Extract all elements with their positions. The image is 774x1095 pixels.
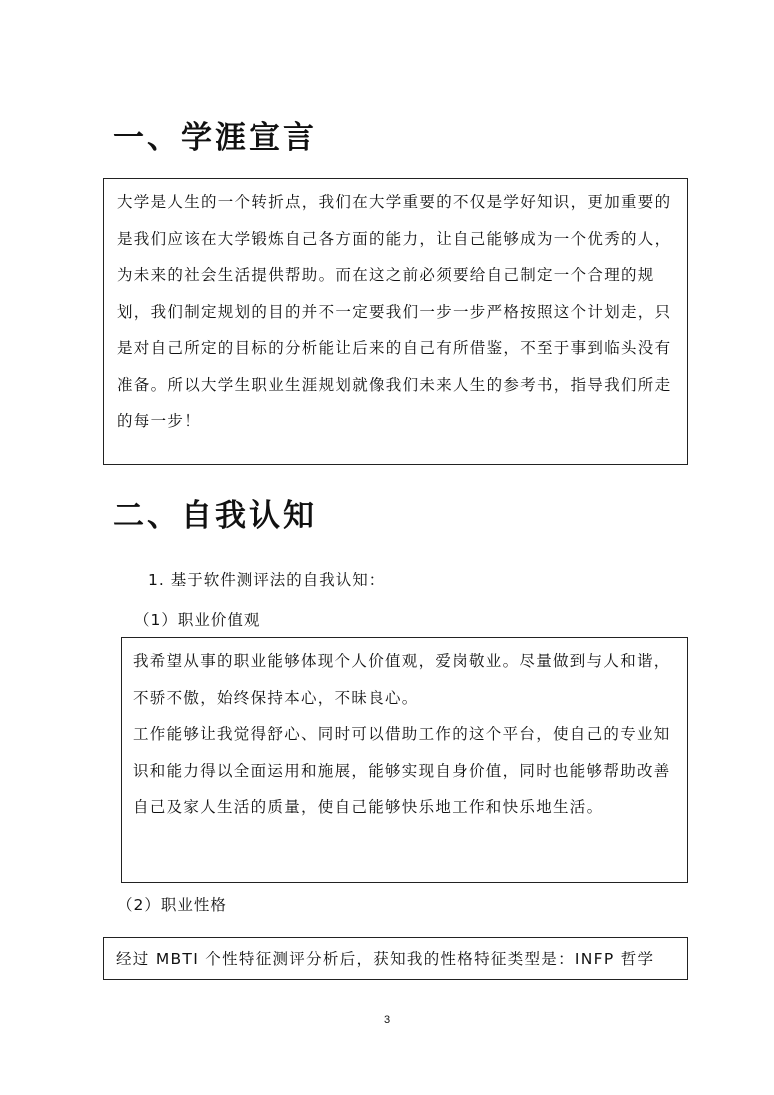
career-values-box (121, 637, 688, 883)
item-label-career-personality: （2）职业性格 (117, 896, 227, 914)
page-number: 3 (383, 1014, 391, 1026)
section-title-career-declaration: 一、学涯宣言 (113, 120, 317, 156)
item-label-career-values: （1）职业价值观 (134, 611, 261, 629)
declaration-box (103, 178, 688, 465)
career-values-paragraph-2: 工作能够让我觉得舒心、同时可以借助工作的这个平台，使自己的专业知识和能力得以全面运用和施展，能够实现自身价值，同时也能够帮助改善自己及家人生活的质量，使自己能够快乐地工作和快乐地生活。 (133, 725, 671, 816)
declaration-paragraph: 大学是人生的一个转折点，我们在大学重要的不仅是学好知识，更加重要的是我们应该在大学锻炼自己各方面的能力，让自己能够成为一个优秀的人，为未来的社会生活提供帮助。而在这之前必须要给自己制定一个合理的规划，我们制定规划的目的并不一定要我们一步一步严格按照这个计划走，只是对自己所定的目标的分析能让后来的自己有所借鉴，不至于事到临头没有准备。所以大学生职业生涯规划就像我们未来人生的参考书，指导我们所走的每一步！ (117, 193, 672, 430)
personality-text: 经过 MBTI 个性特征测评分析后，获知我的性格特征类型是：INFP 哲学 (116, 950, 655, 968)
personality-box (103, 937, 688, 980)
section-title-self-awareness: 二、自我认知 (113, 498, 317, 534)
career-values-paragraph-1: 我希望从事的职业能够体现个人价值观，爱岗敬业。尽量做到与人和谐，不骄不傲，始终保持本心，不昧良心。 (133, 652, 671, 707)
subheading-software-assessment: 1. 基于软件测评法的自我认知： (148, 571, 386, 589)
